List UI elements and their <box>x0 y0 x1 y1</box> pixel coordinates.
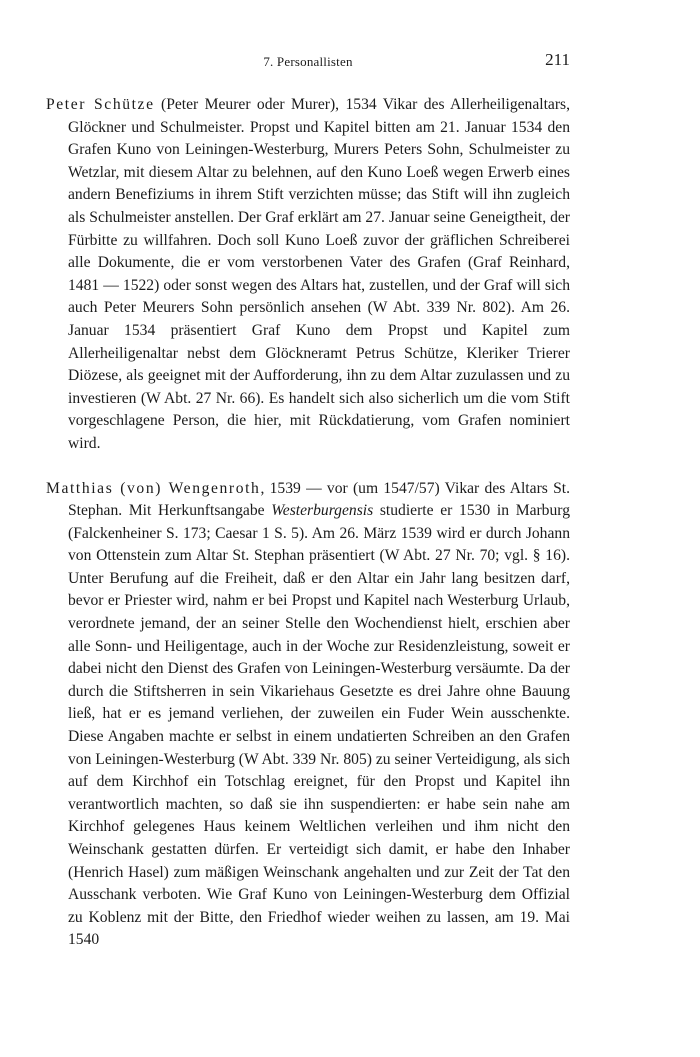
entry-name: Peter Schütze <box>46 96 155 113</box>
page-text <box>46 94 570 952</box>
entry-text-continued: studierte er 1530 in Marburg (Falckenheiner S. 173; Caesar 1 S. 5). Am 26. März 1539 wird er durch Johann von Ottenstein zum Altar St. Stephan präsentiert (W Abt. 27 Nr. 70; vgl. § 16). Unter Berufung auf die Freiheit, daß er den Altar ein Jahr lang besitzen darf, bevor er Priester wird, nahm er bei Propst und Kapitel nach Westerburg Urlaub, verordnete jemand, der an seiner Stelle den Wochendienst hielt, erschien aber alle Sonn- und Heiligentage, auch in der Woche zur Residenzleistung, soweit er dabei nicht den Dienst des Grafen von Leiningen-Westerburg versäumte. Da der durch die Stiftsherren in sein Vikariehaus Gesetzte es drei Jahre ohne Bauung ließ, hat er es jemand verliehen, der zuweilen ein Fuder Wein ausschenkte. Diese Angaben machte er selbst in einem undatierten Schreiben an den Grafen von Leiningen-Westerburg (W Abt. 339 Nr. 805) zu seiner Verteidigung, als sich auf dem Kirchhof ein Totschlag ereignet, für den Propst und Kapitel ihn verantwortlich machten, so daß sie ihn suspendierten: er habe sein nahe am Kirchhof gelegenes Haus keinem Weltlichen verleihen und ihm nicht den Weinschank gestatten dürfen. Er verteidigt sich damit, er habe den Inhaber (Henrich Hasel) zum mäßigen Weinschank angehalten und zur Zeit der Tat den Ausschank verboten. Wie Graf Kuno von Leiningen-Westerburg dem Offizial zu Koblenz mit der Bitte, den Friedhof wieder weihen zu lassen, am 19. Mai 1540 <box>68 502 570 949</box>
page-number: 211 <box>545 50 570 69</box>
running-head <box>46 48 570 74</box>
entry-text: , 1539 — vor (um 1547/57) Vikar des Altars St. Stephan. Mit Herkunftsangabe <box>68 479 571 520</box>
entry-text: (Peter Meurer oder Murer), 1534 Vikar des Allerheiligenaltars, Glöckner und Schulmeister. Propst und Kapitel bitten am 21. Januar 1534 den Grafen Kuno von Leiningen-Westerburg, Murers Peters Sohn, Schulmeister zu Wetzlar, mit diesem Altar zu belehnen, auf den Kuno Loeß wegen Erwerb eines andern Benefiziums in ihrem Stift verzichten müsse; das Stift will ihn zugleich als Schulmeister anstellen. Der Graf erklärt am 27. Januar seine Geneigtheit, der Fürbitte zu willfahren. Doch soll Kuno Loeß zuvor der gräflichen Schreiberei alle Dokumente, die er vom verstorbenen Vater des Grafen (Graf Reinhard, 1481 — 1522) oder sonst wegen des Altars hat, zustellen, und der Graf will sich auch Peter Meurers Sohn persönlich ansehen (W Abt. 339 Nr. 802). Am 26. Januar 1534 präsentiert Graf Kuno dem Propst und Kapitel zum Allerheiligenaltar nebst dem Glöckneramt Petrus Schütze, Kleriker Trierer Diözese, als geeignet mit der Aufforderung, ihn zu dem Altar zuzulassen und zu investieren (W Abt. 27 Nr. 66). Es handelt sich also sicherlich um die vom Stift vorgeschlagene Person, die hier, mit Rückdatierung, vom Grafen nominiert wird. <box>68 96 570 452</box>
entry-matthias-wengenroth <box>46 478 570 952</box>
entry-peter-schuetze <box>46 94 570 456</box>
running-title: 7. Personallisten <box>263 54 353 69</box>
latin-term: Westerburgensis <box>271 502 374 520</box>
entry-name: Matthias (von) Wengenroth <box>46 479 261 497</box>
